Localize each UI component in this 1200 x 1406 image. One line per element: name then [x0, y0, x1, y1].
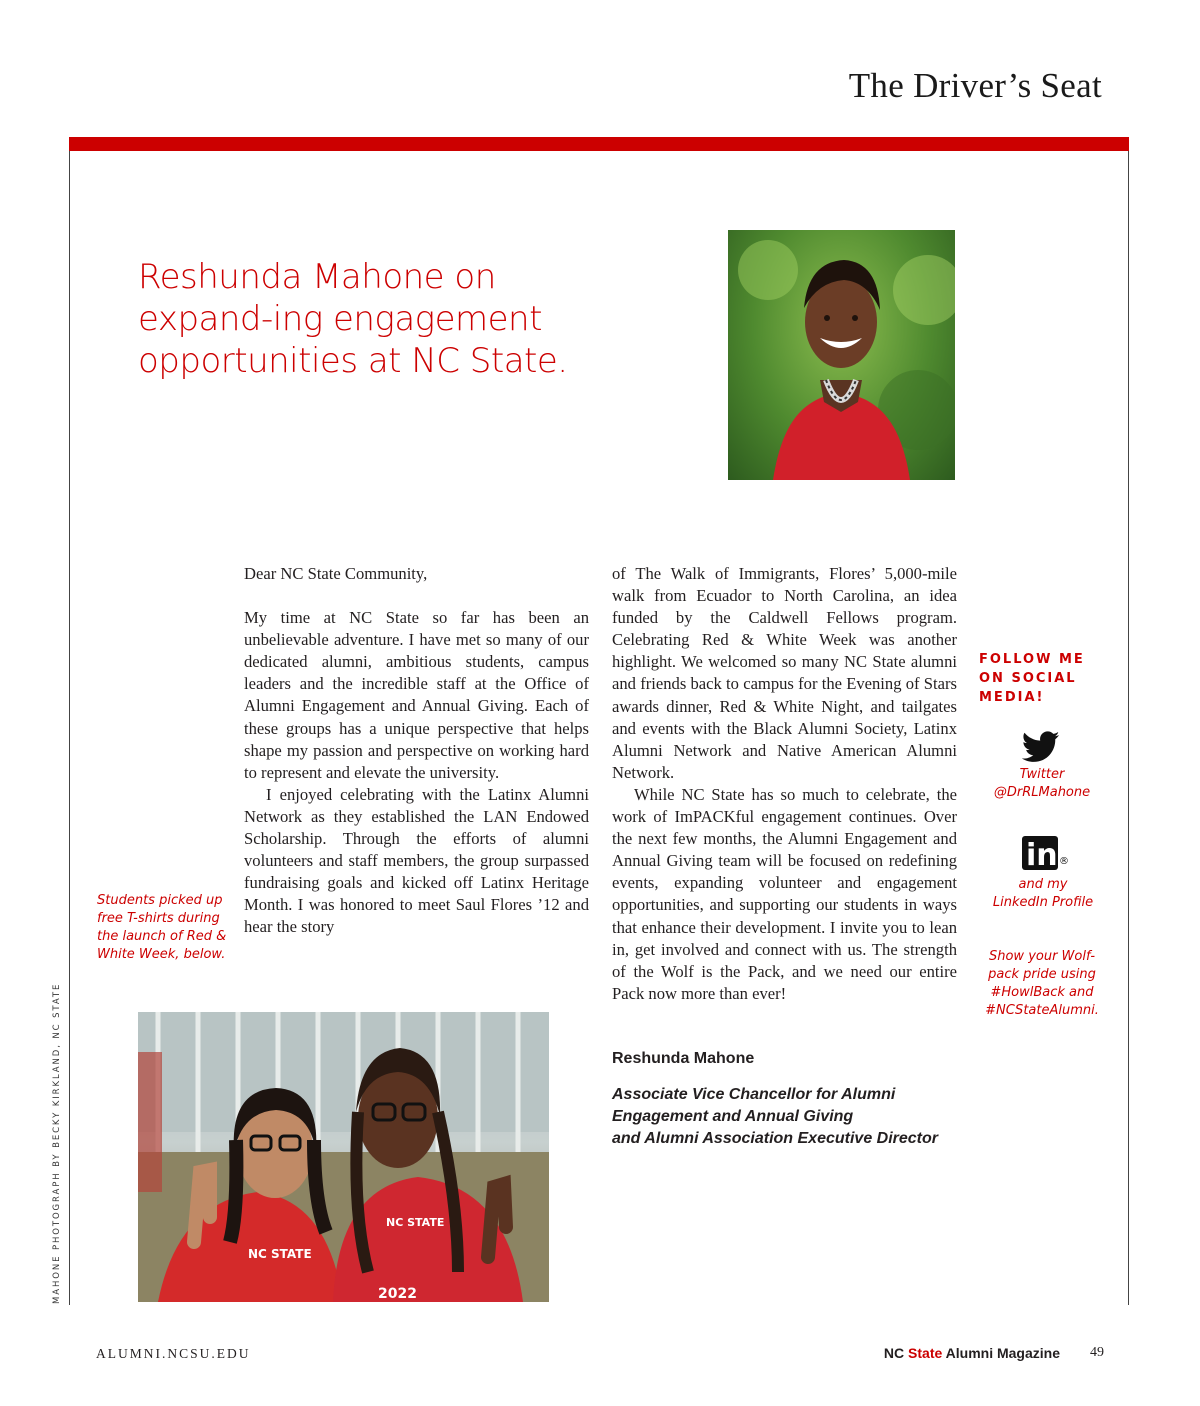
signature-title	[612, 1084, 972, 1150]
article-column-right	[612, 563, 957, 1005]
social-heading	[979, 650, 1109, 707]
students-illustration	[138, 1012, 549, 1302]
signature-name: Reshunda Mahone	[612, 1050, 755, 1067]
twitter-label: Twitter	[1019, 767, 1065, 782]
portrait-illustration	[728, 230, 955, 480]
article-column-left	[244, 563, 589, 939]
hashtag-text	[977, 948, 1107, 1020]
footer-mag-rest: Alumni Magazine	[945, 1345, 1060, 1361]
signature-title-line: Engagement and Annual Giving	[612, 1108, 854, 1125]
footer-mag-state: State	[908, 1345, 943, 1361]
students-photo	[138, 1012, 549, 1302]
frame-rule-left	[69, 151, 70, 1305]
shirt-text: NC STATE	[248, 1247, 312, 1261]
linkedin-logo-text: in	[1026, 838, 1058, 870]
portrait-photo	[728, 230, 955, 480]
twitter-handle-text[interactable]	[977, 766, 1107, 802]
footer-magazine-title	[884, 1345, 1060, 1361]
hashtag-line: #HowlBack and	[990, 985, 1094, 1000]
article-paragraph-4: While NC State has so much to celebrate, the work of ImPACKful engagement continues. Over the next few months, the Alumni Engagement and Annual Giving team will be focused on redefining events, expanding volunteer and engagement opportunities, and supporting our students in ways that enhance their development. I invite you to lean in, get involved and connect with us. The strength of the Wolf is the Pack, and we need our entire Pack now more than ever!	[612, 784, 957, 1003]
page-number: 49	[1090, 1345, 1104, 1360]
social-heading-line: MEDIA!	[979, 690, 1045, 705]
twitter-icon[interactable]	[1022, 731, 1060, 763]
article-paragraph-2: I enjoyed celebrating with the Latinx Alumni Network as they established the LAN Endowed Scholarship. Through the efforts of alumni volunteers and staff members, the group surpassed fundraising goals and kicked off Latinx Heritage Month. I was honored to meet Saul Flores ’12 and hear the story	[244, 784, 589, 937]
photo-credit: MAHONE PHOTOGRAPH BY BECKY KIRKLAND, NC STATE	[52, 982, 62, 1304]
social-heading-line: ON SOCIAL	[979, 671, 1077, 686]
linkedin-icon[interactable]	[1022, 836, 1058, 870]
footer-url[interactable]: ALUMNI.NCSU.EDU	[96, 1346, 251, 1361]
salutation: Dear NC State Community,	[244, 564, 428, 583]
article-paragraph-3: of The Walk of Immigrants, Flores’ 5,000-mile walk from Ecuador to North Carolina, an idea funded by the Caldwell Fellows program. Celebrating Red & White Week was another highlight. We welcomed so many NC State alumni and friends back to campus for the Evening of Stars awards dinner, Red & White Night, and tailgates and events with the Black Alumni Society, Latinx Alumni Network and Native American Alumni Network.	[612, 564, 957, 782]
frame-rule-right	[1128, 151, 1129, 1305]
headline: Reshunda Mahone on expand-ing engagement opportunities at NC State.	[138, 257, 568, 381]
twitter-handle[interactable]: @DrRLMahone	[993, 785, 1091, 800]
linkedin-profile-text[interactable]	[978, 876, 1108, 912]
shirt-text: NC STATE	[386, 1216, 445, 1229]
red-header-bar	[69, 137, 1129, 151]
signature-title-line: Associate Vice Chancellor for Alumni	[612, 1086, 896, 1103]
article-paragraph-1: My time at NC State so far has been an unbelievable adventure. I have met so many of our dedicated alumni, ambitious students, campus leaders and the incredible staff at the Office of Alumni Engagement and Annual Giving. Each of these groups has a unique perspective that helps shape my passion and perspective on working hard to represent and elevate the university.	[244, 608, 589, 782]
hashtag-line: pack pride using	[988, 967, 1096, 982]
section-title: The Driver’s Seat	[848, 66, 1102, 105]
social-heading-line: FOLLOW ME	[979, 652, 1085, 667]
registered-mark: ®	[1059, 856, 1069, 867]
signature-title-line: and Alumni Association Executive Director	[612, 1130, 939, 1147]
hashtag-line: Show your Wolf-	[988, 949, 1096, 964]
linkedin-line: and my	[1018, 877, 1068, 892]
hashtag-line: #NCStateAlumni.	[985, 1003, 1099, 1018]
shirt-year-text: 2022	[378, 1286, 417, 1302]
photo-caption: Students picked up free T-shirts during the launch of Red & White Week, below.	[97, 893, 227, 962]
footer-mag-nc: NC	[883, 1345, 905, 1361]
linkedin-line[interactable]: LinkedIn Profile	[992, 895, 1094, 910]
